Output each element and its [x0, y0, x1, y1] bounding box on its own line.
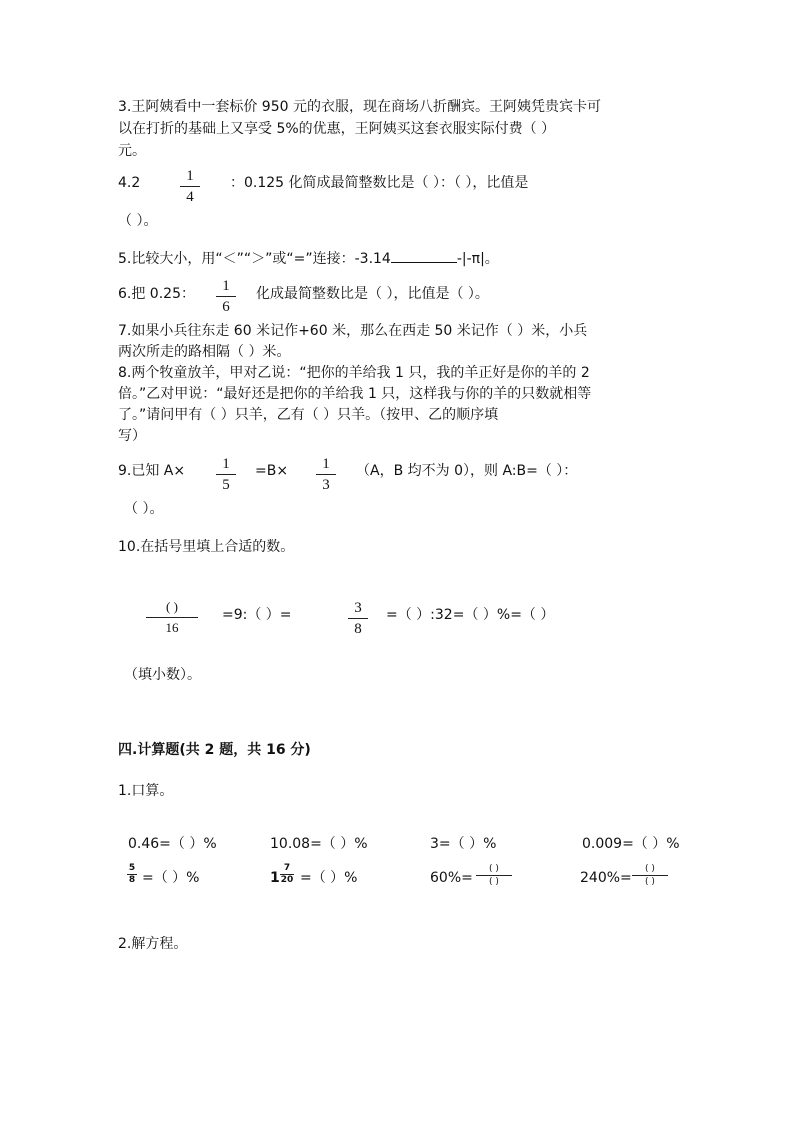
q9-fraction-1	[214, 456, 238, 493]
calc1-item-6-den: 20	[280, 875, 294, 885]
q10-frac2-den: 8	[354, 621, 362, 637]
calc1-item-5-num: 5	[128, 863, 136, 873]
q7-line2: 两次所走的路相隔（ ）米。	[118, 344, 291, 360]
q5-line	[118, 250, 499, 268]
q4-frac-num: 1	[186, 168, 194, 184]
calc1-item-6-num: 7	[283, 863, 291, 873]
q3-line3: 元。	[118, 143, 146, 159]
q9-suffix: （A，B 均不为 0），则 A:B=（ ）：	[356, 463, 578, 479]
q4-fraction	[178, 168, 202, 205]
calc1-item-8-prefix: 240%=	[580, 870, 632, 886]
q3-line2: 以在打折的基础上又享受 5%的优惠，王阿姨买这套衣服实际付费（ ）	[118, 121, 556, 137]
q6-fraction	[214, 278, 238, 315]
calc1-item-6-whole: 1	[270, 870, 280, 886]
calc1-item-8-den: ( )	[645, 877, 655, 887]
q10-note: （填小数）。	[124, 667, 201, 683]
q10-frac1-num: ( )	[166, 599, 178, 614]
calc1-item-2: 10.08=（ ）%	[270, 836, 368, 852]
calc1-item-7-den: ( )	[489, 877, 499, 887]
calc1-item-8-fraction	[632, 864, 668, 887]
q10-mid1: =9:（ ）=	[222, 607, 292, 623]
q8-line1: 8.两个牧童放羊，甲对乙说：“把你的羊给我 1 只，我的羊正好是你的羊的 2	[118, 365, 590, 381]
q4-frac-bar	[180, 186, 200, 187]
q6-prefix: 6.把 0.25：	[118, 286, 195, 302]
calc1-item-7-fraction	[476, 864, 512, 887]
q9-frac2-den: 3	[322, 477, 330, 493]
q6-frac-num: 1	[222, 278, 230, 294]
q8-line2: 倍。”乙对甲说：“最好还是把你的羊给我 1 只，这样我与你的羊的只数就相等	[118, 386, 592, 402]
q10-frac1-den: 16	[165, 620, 179, 635]
q10-title: 10.在括号里填上合适的数。	[118, 539, 295, 555]
calc1-item-3: 3=（ ）%	[430, 836, 497, 852]
q6-suffix: 化成最简整数比是（ ），比值是（ ）。	[256, 286, 489, 302]
section-heading: 四.计算题(共 2 题，共 16 分)	[118, 742, 311, 758]
calc1-item-7-num: ( )	[489, 864, 499, 874]
calc1-item-5-fraction	[127, 864, 137, 885]
calc1-item-5-den: 8	[128, 875, 136, 885]
calc1-item-4: 0.009=（ ）%	[582, 836, 680, 852]
q10-fraction-1	[144, 599, 200, 636]
calc1-item-5-rest: =（ ）%	[142, 870, 200, 886]
q4-suffix: ：0.125 化简成最简整数比是（ ）：（ ），比值是	[230, 175, 529, 191]
q9-frac2-num: 1	[322, 456, 330, 472]
q10-frac2-bar	[348, 618, 368, 619]
calc1-item-6-rest: =（ ）%	[300, 870, 358, 886]
calc1-item-7-bar	[476, 875, 512, 876]
q5-prefix: 5.比较大小，用“＜”“＞”或“=”连接：-3.14	[118, 251, 391, 267]
q8-line3: 了。”请问甲有（ ）只羊，乙有（ ）只羊。（按甲、乙的顺序填	[118, 407, 499, 423]
q9-frac1-num: 1	[222, 456, 230, 472]
calc1-item-7-prefix: 60%=	[430, 870, 473, 886]
q10-mid2: =（ ）:32=（ ）%=（ ）	[386, 607, 555, 623]
q9-prefix: 9.已知 A×	[118, 463, 186, 479]
q5-blank[interactable]	[391, 250, 457, 263]
q6-frac-bar	[216, 296, 236, 297]
q9-frac2-bar	[316, 474, 336, 475]
q9-frac1-den: 5	[222, 477, 230, 493]
q9-mid: =B×	[255, 463, 289, 479]
calc2-title: 2.解方程。	[118, 936, 188, 952]
q9-fraction-2	[314, 456, 338, 493]
q3-line1: 3.王阿姨看中一套标价 950 元的衣服，现在商场八折酬宾。王阿姨凭贵宾卡可	[118, 99, 601, 115]
q8-line4: 写）	[118, 428, 146, 444]
calc1-item-8-num: ( )	[645, 864, 655, 874]
q7-line1: 7.如果小兵往东走 60 米记作+60 米，那么在西走 50 米记作（ ）米，小兵	[118, 323, 588, 339]
q4-line2: （ ）。	[118, 213, 158, 229]
calc1-item-6-fraction	[280, 864, 294, 885]
q10-frac1-bar	[146, 617, 198, 618]
calc1-title: 1.口算。	[118, 783, 174, 799]
calc1-item-8-bar	[632, 875, 668, 876]
q10-frac2-num: 3	[354, 600, 362, 616]
q4-frac-den: 4	[186, 189, 194, 205]
q10-fraction-2	[346, 600, 370, 637]
q4-prefix: 4.2	[118, 175, 141, 191]
q9-frac1-bar	[216, 474, 236, 475]
q9-line2: （ ）。	[124, 501, 164, 517]
q5-suffix: -|-π|。	[456, 251, 499, 267]
calc1-item-1: 0.46=（ ）%	[128, 836, 217, 852]
q6-frac-den: 6	[222, 299, 230, 315]
